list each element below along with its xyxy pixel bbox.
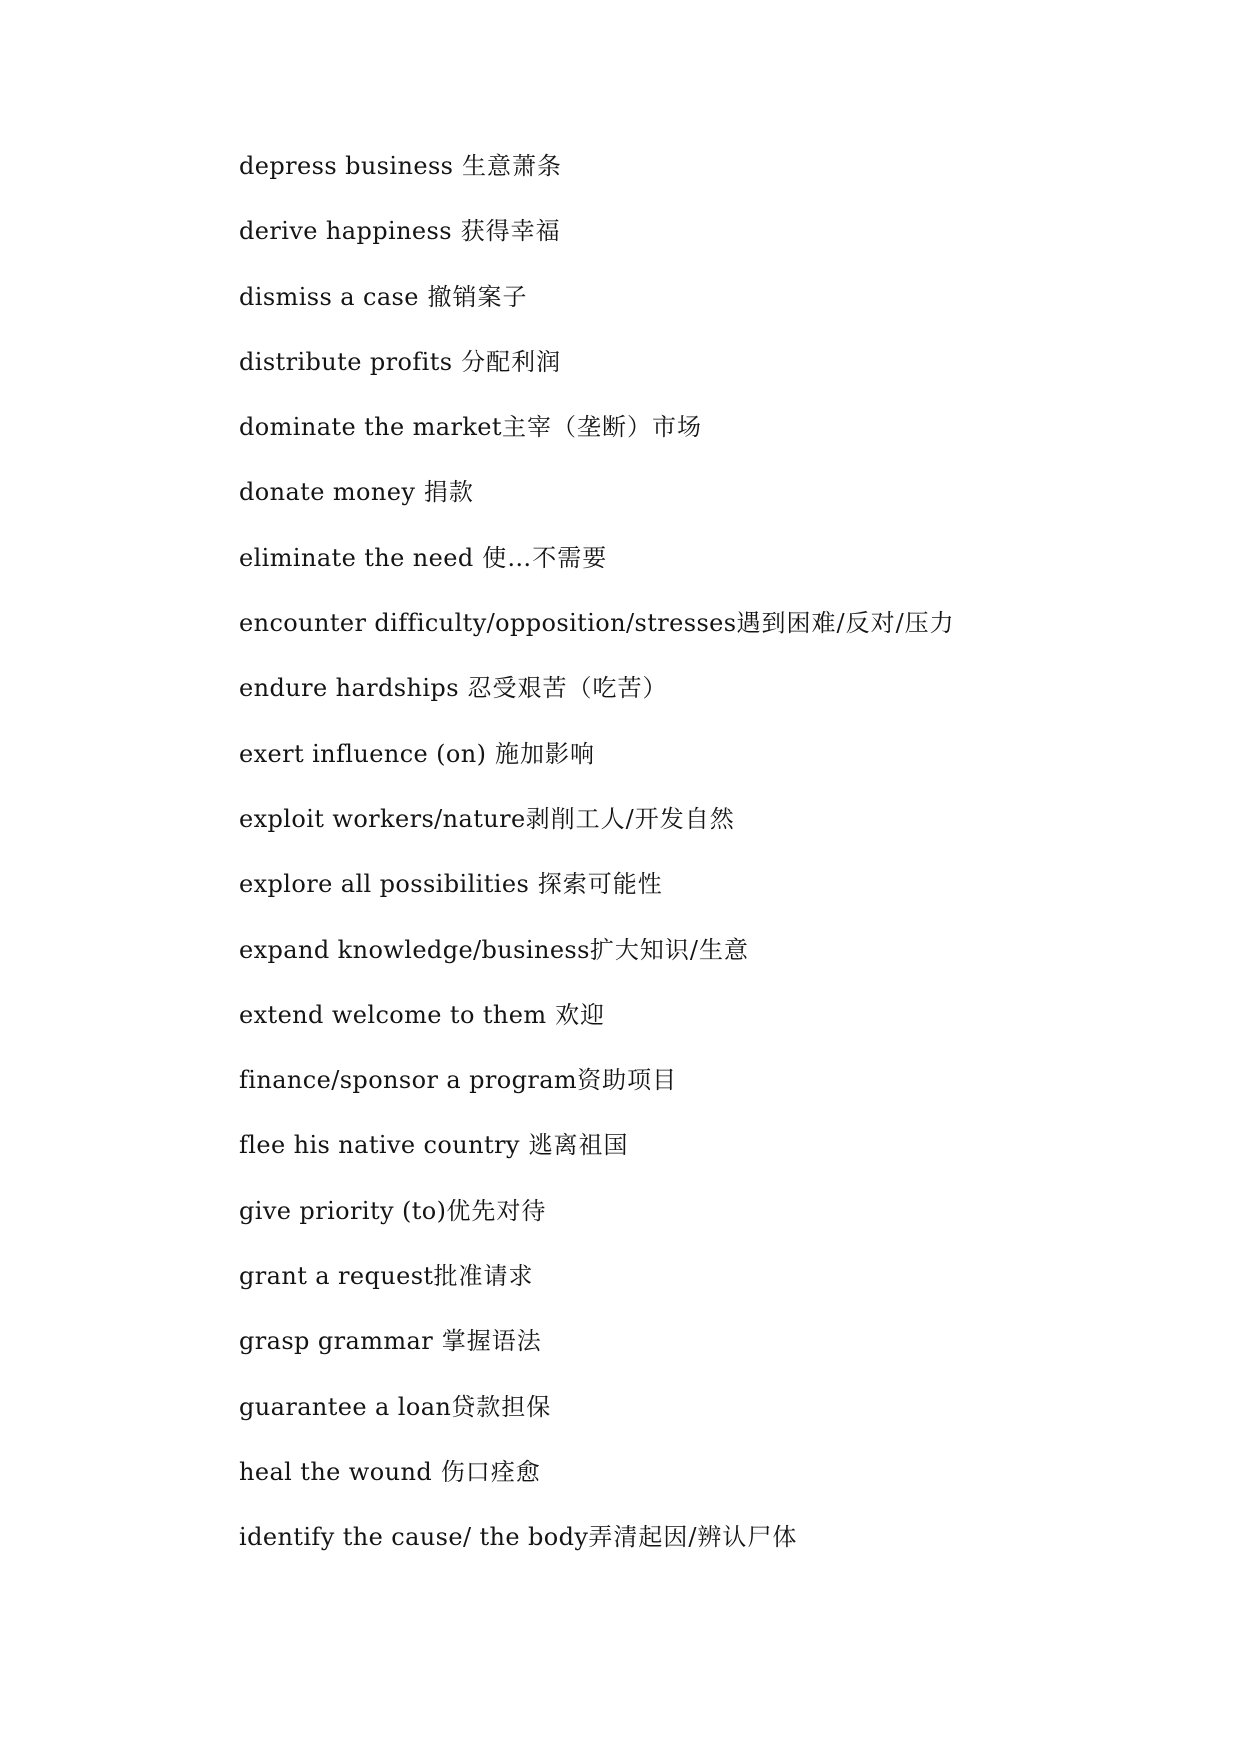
phrase-english: extend welcome to them xyxy=(239,1000,547,1029)
phrase-chinese: 优先对待 xyxy=(446,1196,547,1225)
phrase-chinese: 获得幸福 xyxy=(451,217,561,246)
list-item xyxy=(239,1387,955,1452)
list-item xyxy=(239,538,955,603)
list-item xyxy=(239,277,955,342)
list-item xyxy=(239,603,955,668)
phrase-chinese: 撤销案子 xyxy=(418,282,528,311)
list-item xyxy=(239,1321,955,1386)
phrase-english: donate money xyxy=(239,478,416,507)
phrase-english: endure hardships xyxy=(239,674,459,703)
phrase-english: explore all possibilities xyxy=(239,870,530,899)
phrase-list xyxy=(239,146,955,1583)
phrase-chinese: 忍受艰苦（吃苦） xyxy=(458,674,668,703)
phrase-chinese: 批准请求 xyxy=(433,1262,534,1291)
list-item xyxy=(239,472,955,537)
phrase-english: flee his native country xyxy=(239,1131,520,1160)
list-item xyxy=(239,1517,955,1582)
phrase-english: dominate the market xyxy=(239,413,502,442)
phrase-english: derive happiness xyxy=(239,217,452,246)
list-item xyxy=(239,1125,955,1190)
phrase-chinese: 探索可能性 xyxy=(529,870,663,899)
phrase-chinese: 遇到困难/反对/压力 xyxy=(736,609,955,638)
phrase-english: finance/sponsor a program xyxy=(239,1066,578,1095)
phrase-chinese: 弄清起因/辨认尸体 xyxy=(588,1523,798,1552)
phrase-chinese: 掌握语法 xyxy=(433,1327,542,1356)
phrase-chinese: 主宰（垄断）市场 xyxy=(501,413,702,442)
phrase-english: depress business xyxy=(239,152,454,180)
phrase-english: exert influence (on) xyxy=(239,739,487,768)
phrase-english: dismiss a case xyxy=(239,282,419,311)
list-item xyxy=(239,211,955,276)
phrase-english: heal the wound xyxy=(239,1457,433,1486)
phrase-chinese: 贷款担保 xyxy=(451,1392,552,1421)
phrase-chinese: 生意萧条 xyxy=(453,152,563,180)
phrase-chinese: 剥削工人/开发自然 xyxy=(525,804,735,833)
phrase-chinese: 使…不需要 xyxy=(473,543,608,572)
phrase-english: identify the cause/ the body xyxy=(239,1523,589,1552)
phrase-english: give priority (to) xyxy=(239,1196,447,1225)
phrase-chinese: 伤口痊愈 xyxy=(432,1457,541,1486)
list-item xyxy=(239,1060,955,1125)
list-item xyxy=(239,864,955,929)
phrase-chinese: 扩大知识/生意 xyxy=(589,935,749,964)
list-item xyxy=(239,407,955,472)
phrase-english: expand knowledge/business xyxy=(239,935,590,964)
phrase-english: exploit workers/nature xyxy=(239,804,526,833)
phrase-english: grant a request xyxy=(239,1262,434,1291)
list-item xyxy=(239,668,955,733)
phrase-chinese: 施加影响 xyxy=(486,739,596,768)
list-item xyxy=(239,146,955,211)
list-item xyxy=(239,734,955,799)
phrase-chinese: 分配利润 xyxy=(452,347,562,376)
phrase-english: eliminate the need xyxy=(239,543,474,572)
list-item xyxy=(239,1452,955,1517)
phrase-chinese: 资助项目 xyxy=(577,1066,678,1095)
phrase-english: grasp grammar xyxy=(239,1327,434,1356)
phrase-chinese: 逃离祖国 xyxy=(519,1131,629,1160)
phrase-english: guarantee a loan xyxy=(239,1392,452,1421)
phrase-english: distribute profits xyxy=(239,347,453,376)
list-item xyxy=(239,930,955,995)
list-item xyxy=(239,342,955,407)
list-item xyxy=(239,995,955,1060)
list-item xyxy=(239,799,955,864)
phrase-chinese: 捐款 xyxy=(415,478,474,507)
list-item xyxy=(239,1256,955,1321)
phrase-chinese: 欢迎 xyxy=(546,1000,606,1029)
phrase-english: encounter difficulty/opposition/stresses xyxy=(239,609,737,638)
list-item xyxy=(239,1191,955,1256)
